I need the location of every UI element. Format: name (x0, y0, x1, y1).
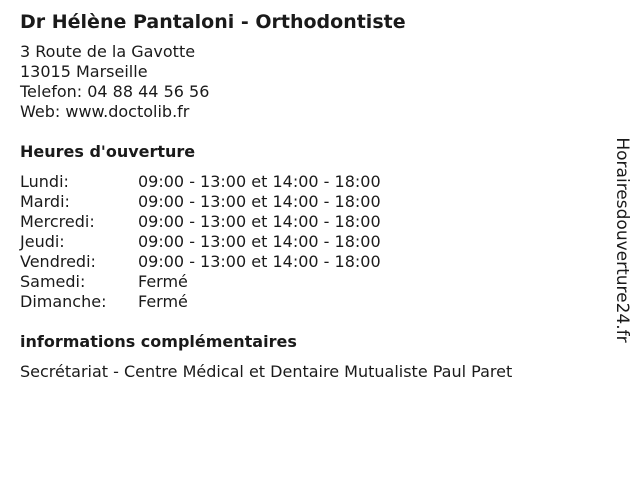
day-label: Samedi: (20, 272, 86, 291)
hours-row-sunday (20, 292, 600, 312)
day-label: Dimanche: (20, 292, 107, 311)
hours-row-thursday (20, 232, 600, 252)
time-value: 09:00 - 13:00 et 14:00 - 18:00 (138, 192, 381, 211)
info-heading: informations complémentaires (20, 332, 297, 351)
hours-row-saturday (20, 272, 600, 292)
day-label: Mardi: (20, 192, 70, 211)
time-value: 09:00 - 13:00 et 14:00 - 18:00 (138, 172, 381, 191)
day-label: Mercredi: (20, 212, 95, 231)
time-value: 09:00 - 13:00 et 14:00 - 18:00 (138, 252, 381, 271)
site-watermark: Horairesdouverture24.fr (612, 137, 632, 343)
hours-row-friday (20, 252, 600, 272)
time-value: Fermé (138, 272, 188, 291)
business-card (20, 8, 600, 382)
phone-number: Telefon: 04 88 44 56 56 (20, 82, 210, 101)
address-block (20, 42, 600, 122)
hours-row-tuesday (20, 192, 600, 212)
day-label: Vendredi: (20, 252, 96, 271)
info-text: Secrétariat - Centre Médical et Dentaire Mutualiste Paul Paret (20, 362, 513, 381)
website: Web: www.doctolib.fr (20, 102, 190, 121)
day-label: Jeudi: (20, 232, 65, 251)
time-value: 09:00 - 13:00 et 14:00 - 18:00 (138, 232, 381, 251)
opening-hours-list (20, 172, 600, 312)
hours-row-monday (20, 172, 600, 192)
city-address: 13015 Marseille (20, 62, 148, 81)
hours-row-wednesday (20, 212, 600, 232)
page-title: Dr Hélène Pantaloni - Orthodontiste (20, 11, 406, 33)
street-address: 3 Route de la Gavotte (20, 42, 196, 61)
day-label: Lundi: (20, 172, 69, 191)
time-value: Fermé (138, 292, 188, 311)
time-value: 09:00 - 13:00 et 14:00 - 18:00 (138, 212, 381, 231)
hours-heading: Heures d'ouverture (20, 142, 196, 161)
